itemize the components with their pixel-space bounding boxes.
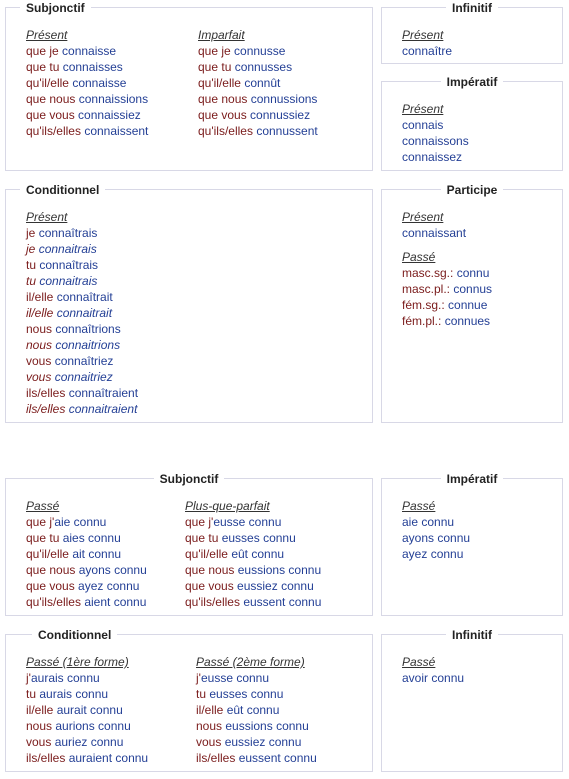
conj-row: aie connu [402, 515, 455, 529]
conj-row: que nous ayons connu [26, 563, 147, 577]
conj-row: nous connaîtrions [26, 322, 121, 336]
panel-title: Impératif [441, 471, 504, 487]
conj-row: ayez connu [402, 547, 464, 561]
conj-row: qu'il/elle ait connu [26, 547, 122, 561]
conj-row: il/elle connaîtrait [26, 290, 113, 304]
panel-title: Conditionnel [32, 627, 117, 643]
imperatif-present-panel [381, 75, 563, 171]
conj-row: nous eussions connu [196, 719, 309, 733]
present-column [26, 27, 148, 139]
subjonctif-present-panel [5, 1, 373, 171]
tense-heading: Présent [26, 210, 68, 224]
conj-row: que tu eusses connu [185, 531, 296, 545]
conj-row: qu'ils/elles connussent [198, 124, 318, 138]
conj-row: que j'eusse connu [185, 515, 282, 529]
conj-row: ils/elles eussent connu [196, 751, 317, 765]
verb-form: connaissons [402, 134, 469, 148]
conj-row-alt-spelling: je connaitrais [26, 242, 97, 256]
conj-row: que nous connaissions [26, 92, 149, 106]
infinitif-present-panel [381, 1, 563, 64]
conj-row-alt-spelling: nous connaitrions [26, 338, 121, 352]
verb-form: connaître [402, 44, 453, 58]
conj-row: j'aurais connu [26, 671, 100, 685]
conj-row: tu connaîtrais [26, 258, 99, 272]
conj-row: masc.pl.: connus [402, 282, 493, 296]
participe-column [402, 209, 492, 329]
conj-row: qu'il/elle connût [198, 76, 281, 90]
conj-row: masc.sg.: connu [402, 266, 490, 280]
conj-row: qu'ils/elles aient connu [26, 595, 147, 609]
tense-heading: Imparfait [198, 28, 245, 42]
conj-row: que je connusse [198, 44, 286, 58]
passe-1ere-forme-column [26, 654, 148, 766]
imperatif-column [402, 101, 469, 165]
subjonctif-passe-panel [5, 472, 373, 616]
infinitif-passe-column [402, 654, 464, 686]
tense-heading: Présent [402, 28, 444, 42]
verb-form: connaissant [402, 226, 467, 240]
conj-row: qu'il/elle eût connu [185, 547, 285, 561]
conj-row: que nous eussions connu [185, 563, 322, 577]
conj-row: nous aurions connu [26, 719, 131, 733]
tense-heading: Passé (1ère forme) [26, 655, 129, 669]
conj-row: fém.pl.: connues [402, 314, 491, 328]
conditionnel-passe-panel [5, 628, 373, 772]
conj-row-alt-spelling: il/elle connaitrait [26, 306, 113, 320]
imparfait-column [198, 27, 318, 139]
imperatif-passe-column [402, 498, 470, 562]
conj-row: qu'il/elle connaisse [26, 76, 127, 90]
conj-row: que tu connusses [198, 60, 293, 74]
conj-row: que j'aie connu [26, 515, 107, 529]
conj-row: ils/elles connaîtraient [26, 386, 139, 400]
conj-row: qu'ils/elles eussent connu [185, 595, 322, 609]
passe-2eme-forme-column [196, 654, 317, 766]
conj-row: j'eusse connu [196, 671, 270, 685]
conj-row: il/elle eût connu [196, 703, 280, 717]
panel-title: Subjonctif [20, 0, 91, 16]
tense-heading: Passé [402, 499, 436, 513]
participe-panel [381, 183, 563, 423]
panel-title: Subjonctif [154, 471, 225, 487]
tense-heading: Plus-que-parfait [185, 499, 270, 513]
tense-heading: Passé [402, 655, 436, 669]
conj-row: que tu aies connu [26, 531, 121, 545]
conj-row-alt-spelling: vous connaitriez [26, 370, 113, 384]
conj-row: vous eussiez connu [196, 735, 302, 749]
conj-row: que je connaisse [26, 44, 117, 58]
conj-row: il/elle aurait connu [26, 703, 123, 717]
conj-row: qu'ils/elles connaissent [26, 124, 149, 138]
conj-row: que tu connaisses [26, 60, 123, 74]
tense-heading: Passé [26, 499, 60, 513]
conj-row: vous auriez connu [26, 735, 124, 749]
imperatif-passe-panel [381, 472, 563, 616]
conditionnel-present-panel [5, 183, 373, 423]
conj-row: que vous ayez connu [26, 579, 140, 593]
conj-row: tu aurais connu [26, 687, 109, 701]
verb-form: connaissez [402, 150, 463, 164]
conj-row: que vous connaissiez [26, 108, 141, 122]
conj-row-alt-spelling: ils/elles connaitraient [26, 402, 138, 416]
present-column [26, 209, 138, 417]
conj-row: ayons connu [402, 531, 471, 545]
conj-row: ils/elles auraient connu [26, 751, 149, 765]
verb-form: connais [402, 118, 444, 132]
tense-heading: Présent [402, 102, 444, 116]
panel-title: Conditionnel [20, 182, 105, 198]
infinitif-column [402, 27, 452, 59]
conj-row: vous connaîtriez [26, 354, 114, 368]
tense-heading: Présent [26, 28, 68, 42]
conj-row: je connaîtrais [26, 226, 98, 240]
conj-row: que nous connussions [198, 92, 318, 106]
conj-row: que vous connussiez [198, 108, 311, 122]
tense-heading: Passé [402, 250, 436, 264]
spacer [402, 241, 492, 249]
panel-title: Infinitif [446, 0, 498, 16]
tense-heading: Présent [402, 210, 444, 224]
panel-title: Infinitif [446, 627, 498, 643]
plus-que-parfait-column [185, 498, 321, 610]
conj-row-alt-spelling: tu connaitrais [26, 274, 98, 288]
conj-row: tu eusses connu [196, 687, 284, 701]
tense-heading: Passé (2ème forme) [196, 655, 305, 669]
panel-title: Impératif [441, 74, 504, 90]
infinitif-passe-panel [381, 628, 563, 772]
verb-form: avoir connu [402, 671, 465, 685]
conj-row: que vous eussiez connu [185, 579, 314, 593]
passe-column [26, 498, 147, 610]
conj-row: fém.sg.: connue [402, 298, 488, 312]
panel-title: Participe [441, 182, 504, 198]
